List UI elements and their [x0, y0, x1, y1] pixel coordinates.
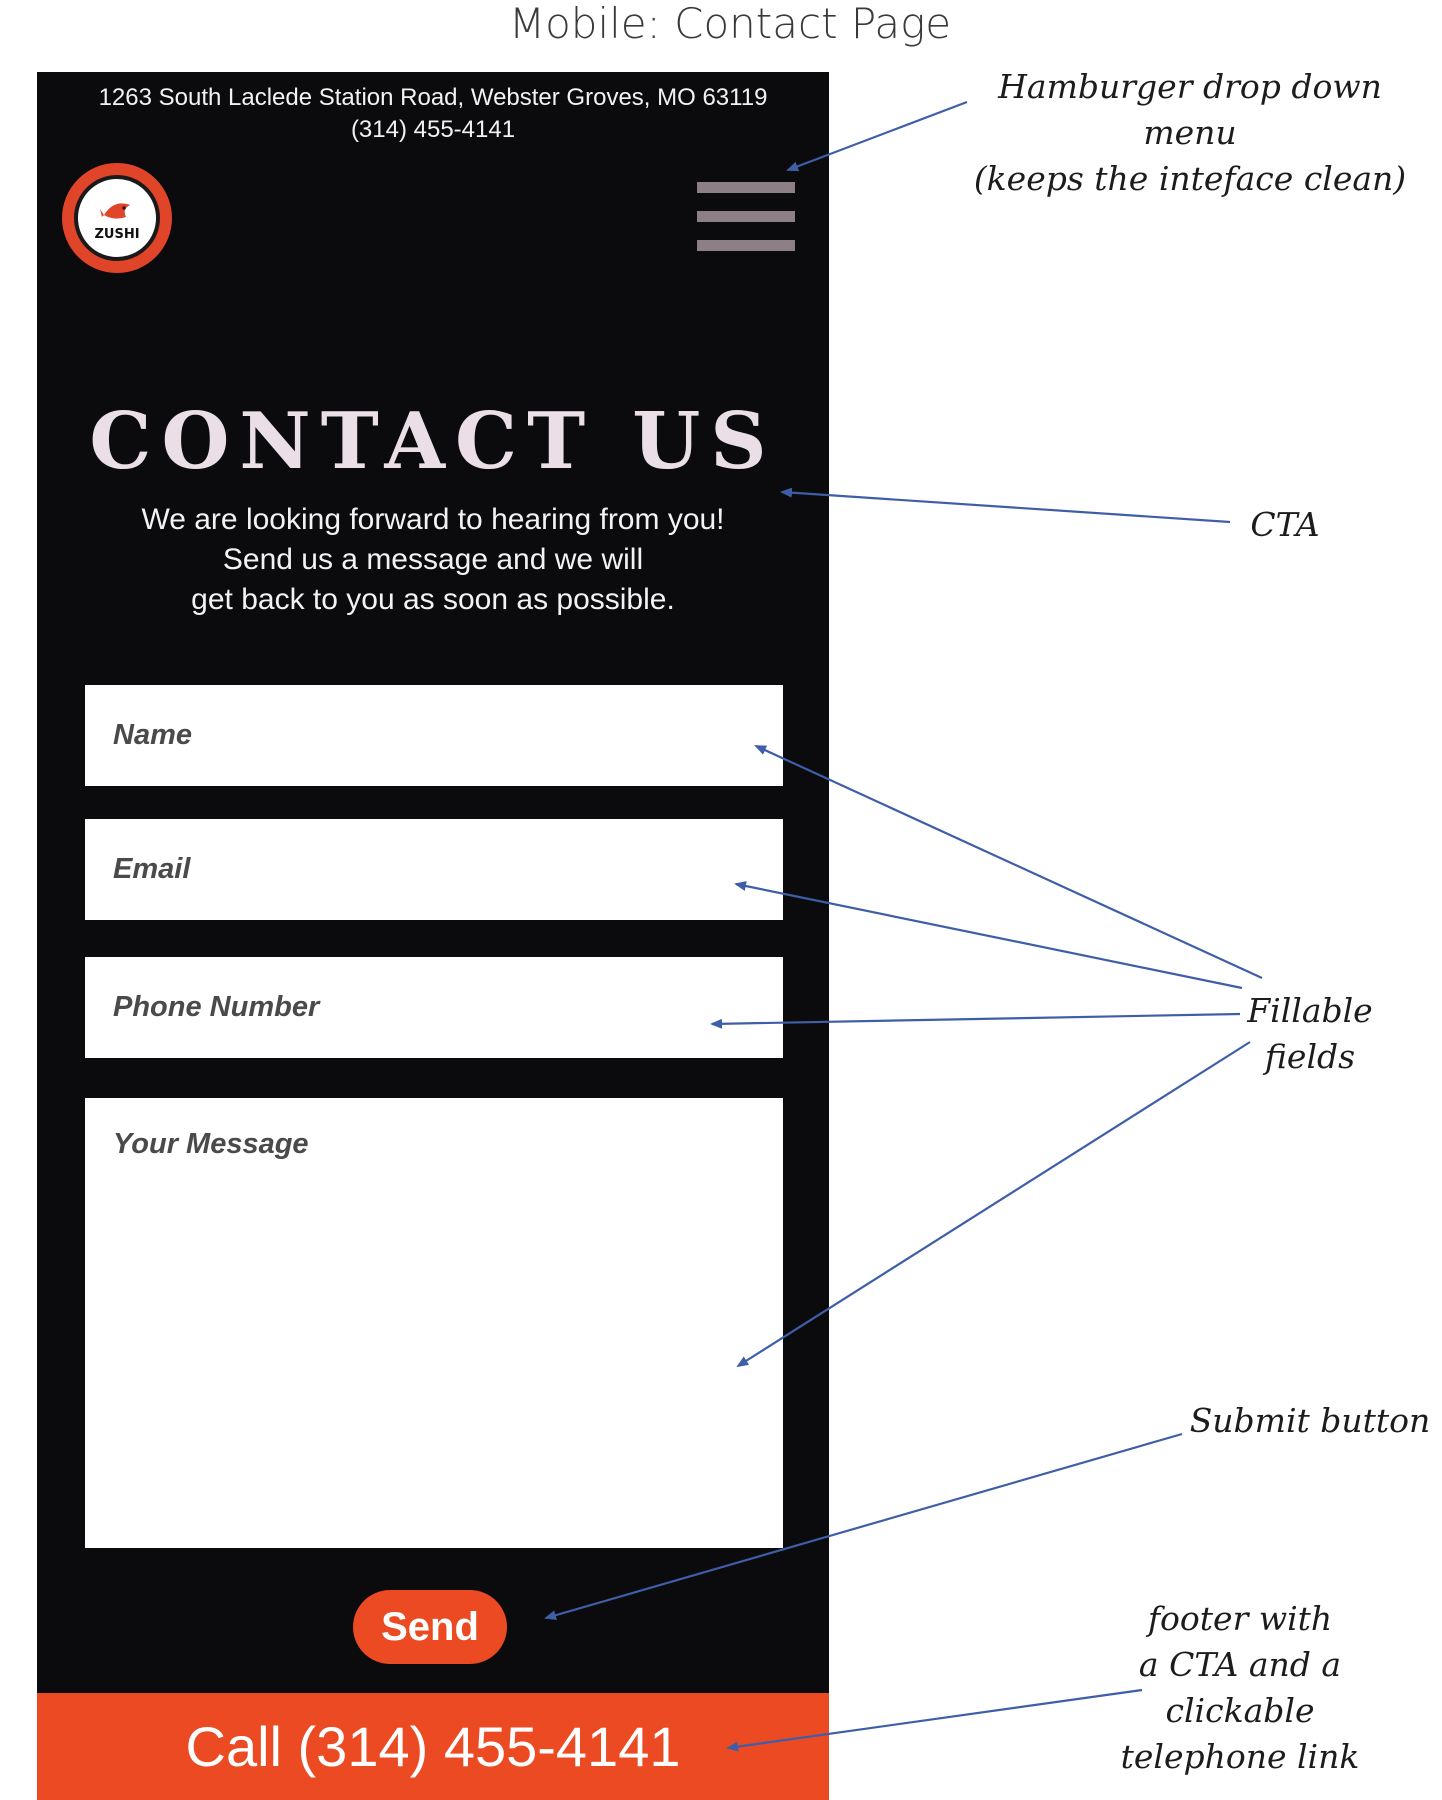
address-text: 1263 South Laclede Station Road, Webster Groves, MO 63119: [98, 84, 768, 111]
annotation-text: a CTA and a: [1138, 1645, 1342, 1684]
contact-heading: CONTACT US: [89, 396, 777, 487]
send-button[interactable]: Send: [353, 1590, 507, 1664]
annotation-fields: [1240, 988, 1380, 1080]
message-field[interactable]: [85, 1098, 783, 1548]
annotation-text: (keeps the inteface clean): [973, 159, 1407, 198]
email-field[interactable]: [85, 819, 783, 920]
page-title: Mobile: Contact Page: [508, 0, 952, 48]
annotation-text: footer with: [1147, 1599, 1333, 1638]
logo[interactable]: [62, 163, 172, 273]
annotation-text: clickable: [1165, 1691, 1315, 1730]
call-link[interactable]: Call (314) 455-4141: [185, 1715, 681, 1778]
annotation-cta: CTA: [1250, 505, 1320, 544]
header-contact-info: [37, 82, 829, 146]
annotation-hamburger: [960, 64, 1420, 202]
cta-message: [97, 500, 769, 620]
annotation-footer: [1120, 1596, 1360, 1780]
mobile-screen: [37, 72, 829, 1800]
cta-line: get back to you as soon as possible.: [191, 583, 675, 616]
annotation-text: Fillable: [1247, 991, 1373, 1030]
cta-line: Send us a message and we will: [222, 543, 644, 576]
annotation-text: fields: [1264, 1037, 1356, 1076]
name-field[interactable]: [85, 685, 783, 786]
phone-field[interactable]: [85, 957, 783, 1058]
cta-line: We are looking forward to hearing from you!: [141, 503, 725, 536]
hamburger-menu-icon[interactable]: [697, 182, 795, 252]
header-phone[interactable]: (314) 455-4141: [350, 116, 516, 143]
arrow-cta: [782, 492, 1230, 522]
logo-inner: [74, 175, 160, 261]
annotation-text: telephone link: [1120, 1737, 1360, 1776]
annotation-text: Hamburger drop down menu: [998, 67, 1382, 152]
arrow-name: [756, 746, 1262, 978]
logo-text: ZUSHI: [94, 226, 140, 242]
annotation-submit: Submit button: [1189, 1401, 1431, 1440]
fish-icon: [100, 195, 134, 225]
footer: [37, 1693, 829, 1800]
